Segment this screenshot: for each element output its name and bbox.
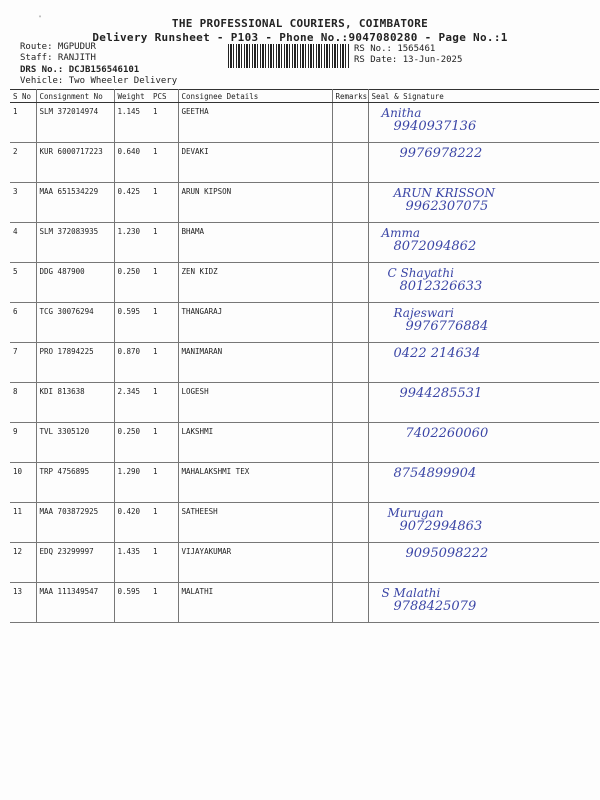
handwritten-signature [372, 387, 597, 400]
vehicle-label: Vehicle: Two Wheeler Delivery [20, 76, 178, 86]
sheet-title: THE PROFESSIONAL COURIERS, COIMBATORE [171, 17, 429, 30]
signature-name: Rajeswari [393, 306, 454, 320]
col-weight: Weight [114, 90, 150, 103]
runsheet-table [10, 89, 599, 623]
cell-signature [368, 223, 599, 263]
cell-consignee: SATHEESH [178, 503, 332, 543]
cell-remarks [332, 343, 368, 383]
table-row [10, 183, 599, 223]
cell-consignee: THANGARAJ [178, 303, 332, 343]
cell-consignment: MAA 703872925 [36, 503, 114, 543]
handwritten-signature [372, 227, 597, 253]
signature-phone: 9788425079 [393, 599, 477, 614]
signature-name: S Malathi [381, 586, 441, 600]
col-remarks: Remarks [332, 90, 368, 103]
col-pcs: PCS [150, 90, 178, 103]
cell-consignment: SLM 372083935 [36, 223, 114, 263]
cell-pcs: 1 [150, 183, 178, 223]
table-row [10, 463, 599, 503]
cell-weight: 1.230 [114, 223, 150, 263]
cell-signature [368, 423, 599, 463]
col-signature: Seal & Signature [368, 90, 599, 103]
cell-consignee: ARUN KIPSON [178, 183, 332, 223]
cell-weight: 0.250 [114, 263, 150, 303]
cell-sno: 7 [10, 343, 36, 383]
cell-pcs: 1 [150, 103, 178, 143]
cell-signature [368, 383, 599, 423]
cell-remarks [332, 543, 368, 583]
table-row [10, 263, 599, 303]
table-row [10, 543, 599, 583]
rs-number: RS No.: 1565461 [354, 44, 436, 54]
cell-remarks [332, 463, 368, 503]
rs-date: RS Date: 13-Jun-2025 [354, 55, 463, 65]
cell-sno: 6 [10, 303, 36, 343]
signature-phone: 9095098222 [405, 546, 489, 561]
route-label: Route: MGPUDUR [20, 42, 96, 52]
handwritten-signature [372, 587, 597, 613]
cell-remarks [332, 383, 368, 423]
cell-consignment: KDI 813638 [36, 383, 114, 423]
table-row [10, 303, 599, 343]
table-row [10, 143, 599, 183]
signature-name: C Shayathi [387, 266, 454, 280]
cell-consignment: TCG 30076294 [36, 303, 114, 343]
handwritten-signature [372, 187, 597, 213]
cell-consignment: KUR 6000717223 [36, 143, 114, 183]
table-row [10, 223, 599, 263]
cell-weight: 0.870 [114, 343, 150, 383]
cell-pcs: 1 [150, 423, 178, 463]
cell-signature [368, 143, 599, 183]
table-row [10, 583, 599, 623]
cell-weight: 0.250 [114, 423, 150, 463]
cell-pcs: 1 [150, 303, 178, 343]
cell-weight: 2.345 [114, 383, 150, 423]
signature-phone: 9962307075 [405, 199, 489, 214]
cell-consignment: DDG 487900 [36, 263, 114, 303]
signature-phone: 8012326633 [399, 279, 483, 294]
signature-name: Anitha [381, 106, 422, 120]
cell-signature [368, 263, 599, 303]
col-sno: S No [10, 90, 36, 103]
cell-consignment: MAA 111349547 [36, 583, 114, 623]
cell-weight: 1.290 [114, 463, 150, 503]
col-consignee: Consignee Details [178, 90, 332, 103]
cell-consignee: VIJAYAKUMAR [178, 543, 332, 583]
cell-pcs: 1 [150, 223, 178, 263]
cell-remarks [332, 143, 368, 183]
signature-name: Amma [381, 226, 421, 240]
signature-phone: 9944285531 [399, 386, 483, 401]
drs-number: DRS No.: DCJB156546101 [20, 65, 140, 75]
cell-remarks [332, 423, 368, 463]
cell-sno: 12 [10, 543, 36, 583]
cell-remarks [332, 583, 368, 623]
cell-remarks [332, 183, 368, 223]
signature-phone: 0422 214634 [393, 346, 481, 361]
cell-pcs: 1 [150, 383, 178, 423]
cell-remarks [332, 303, 368, 343]
cell-sno: 10 [10, 463, 36, 503]
cell-pcs: 1 [150, 463, 178, 503]
cell-consignee: MAHALAKSHMI TEX [178, 463, 332, 503]
signature-phone: 7402260060 [405, 426, 489, 441]
cell-signature [368, 503, 599, 543]
cell-consignment: MAA 651534229 [36, 183, 114, 223]
cell-consignee: MANIMARAN [178, 343, 332, 383]
cell-sno: 3 [10, 183, 36, 223]
cell-weight: 0.595 [114, 303, 150, 343]
cell-consignment: TVL 3305120 [36, 423, 114, 463]
cell-signature [368, 183, 599, 223]
corner-mark: " [38, 15, 42, 22]
cell-sno: 2 [10, 143, 36, 183]
cell-sno: 4 [10, 223, 36, 263]
staff-label: Staff: RANJITH [20, 53, 96, 63]
cell-signature [368, 583, 599, 623]
cell-consignment: EDQ 23299997 [36, 543, 114, 583]
cell-consignee: MALATHI [178, 583, 332, 623]
handwritten-signature [372, 267, 597, 293]
cell-signature [368, 343, 599, 383]
cell-weight: 1.145 [114, 103, 150, 143]
signature-phone: 9976776884 [405, 319, 489, 334]
cell-consignment: TRP 4756895 [36, 463, 114, 503]
handwritten-signature [372, 307, 597, 333]
cell-consignee: DEVAKI [178, 143, 332, 183]
cell-pcs: 1 [150, 263, 178, 303]
cell-signature [368, 103, 599, 143]
barcode [228, 44, 350, 68]
cell-weight: 1.435 [114, 543, 150, 583]
table-row [10, 343, 599, 383]
cell-pcs: 1 [150, 343, 178, 383]
cell-consignment: SLM 372014974 [36, 103, 114, 143]
handwritten-signature [372, 147, 597, 160]
cell-weight: 0.420 [114, 503, 150, 543]
signature-phone: 8072094862 [393, 239, 477, 254]
cell-pcs: 1 [150, 503, 178, 543]
cell-weight: 0.640 [114, 143, 150, 183]
handwritten-signature [372, 467, 597, 480]
table-row [10, 423, 599, 463]
handwritten-signature [372, 427, 597, 440]
cell-remarks [332, 103, 368, 143]
table-row [10, 383, 599, 423]
cell-consignment: PRO 17894225 [36, 343, 114, 383]
cell-sno: 1 [10, 103, 36, 143]
cell-remarks [332, 503, 368, 543]
cell-consignee: LAKSHMI [178, 423, 332, 463]
signature-name: ARUN KRISSON [393, 186, 495, 200]
signature-phone: 9940937136 [393, 119, 477, 134]
handwritten-signature [372, 347, 597, 360]
handwritten-signature [372, 107, 597, 133]
signature-phone: 9072994863 [399, 519, 483, 534]
handwritten-signature [372, 547, 597, 560]
cell-sno: 8 [10, 383, 36, 423]
table-row [10, 103, 599, 143]
cell-sno: 5 [10, 263, 36, 303]
cell-signature [368, 463, 599, 503]
sheet-subtitle: Delivery Runsheet - P103 - Phone No.:9047080280 - Page No.:1 [92, 31, 508, 44]
cell-remarks [332, 263, 368, 303]
signature-phone: 9976978222 [399, 146, 483, 161]
cell-consignee: GEETHA [178, 103, 332, 143]
cell-sno: 13 [10, 583, 36, 623]
cell-weight: 0.595 [114, 583, 150, 623]
cell-sno: 11 [10, 503, 36, 543]
signature-phone: 8754899904 [393, 466, 477, 481]
cell-consignee: ZEN KIDZ [178, 263, 332, 303]
signature-name: Murugan [387, 506, 444, 520]
cell-remarks [332, 223, 368, 263]
cell-consignee: BHAMA [178, 223, 332, 263]
cell-weight: 0.425 [114, 183, 150, 223]
cell-sno: 9 [10, 423, 36, 463]
table-header-row [10, 90, 599, 103]
cell-pcs: 1 [150, 543, 178, 583]
cell-consignee: LOGESH [178, 383, 332, 423]
handwritten-signature [372, 507, 597, 533]
cell-pcs: 1 [150, 143, 178, 183]
col-consignment: Consignment No [36, 90, 114, 103]
cell-pcs: 1 [150, 583, 178, 623]
table-row [10, 503, 599, 543]
cell-signature [368, 543, 599, 583]
cell-signature [368, 303, 599, 343]
